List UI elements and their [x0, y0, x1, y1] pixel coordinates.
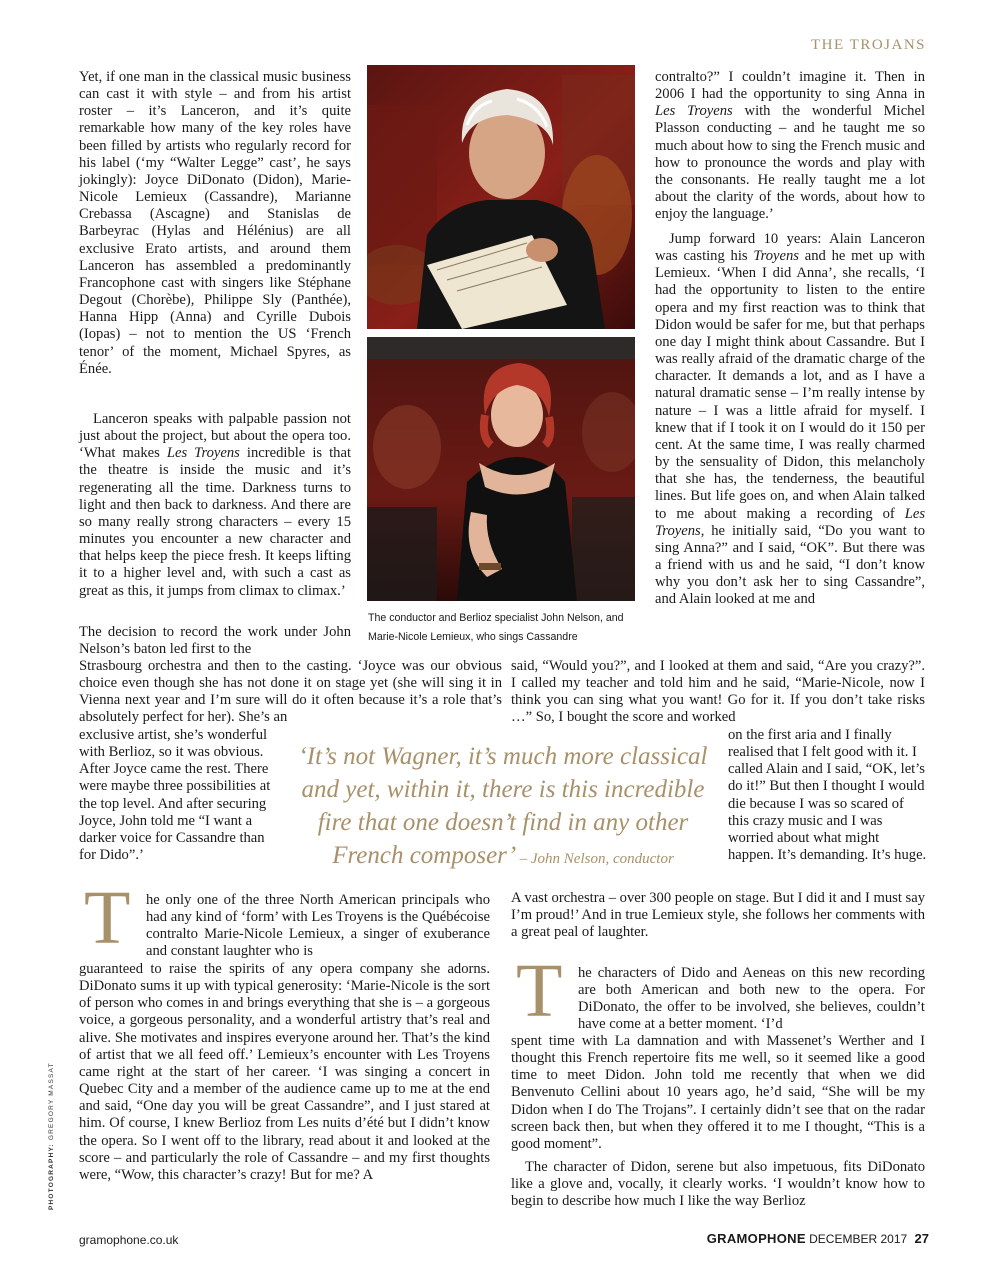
photo-singer [367, 337, 635, 601]
pull-quote-text: ‘It’s not Wagner, it’s much more classical and yet, within it, there is this incredible fire that one doesn’t find in any other French composer’ [298, 743, 708, 869]
col1-para-2: Lanceron speaks with palpable passion not just about the project, but about the opera too. ‘What makes Les Troyens incredible is that the theatre is inside the music and it’s regenerating all the time. Darkness turns to light and then back to darkness. And there are so many really strong characters – every 15 minutes you encounter a new character and that helps keep the piece fresh. It keeps lifting it to a higher level and, with such a cast as great as this, it jumps from climax to climax.’ [79, 411, 351, 599]
col3-para-1: contralto?” I couldn’t imagine it. Then in 2006 I had the opportunity to sing Anna in Les Troyens with the wonderful Michel Plasson conducting – and he taught me so much about how to sing the French music and how to pronounce the words and play with the consonants. He really taught me a lot about the clarity of the words, about how to enjoy the language.’ [655, 69, 925, 223]
footer-date: DECEMBER 2017 [809, 1232, 908, 1246]
col1-para-1: Yet, if one man in the classical music business can cast it with style – and from his artist roster – it’s Lanceron, and it’s quite remarkable how many of the key roles have been filled by artists who regularly record for his label (‘my “Walter Legge” cast’, he says jokingly): Joyce DiDonato (Didon), Marie-Nicole Lemieux (Cassandre), Marianne Crebassa (Ascagne) and Stanislas de Barbeyrac (Hylas and Hélénius) are all exclusive Erato artists, and around them Lanceron has assembled a predominantly Francophone cast with singers like Stéphane Degout (Chorèbe), Philippe Sly (Panthée), Hanna Hipp (Anna) and Cyrille Dubois (Iopas) – not to mention the US ‘French tenor’ of the moment, Michael Spyres, as Énée. [79, 69, 351, 377]
running-head: THE TROJANS [811, 37, 926, 53]
section3-indented: he characters of Dido and Aeneas on this new recording are both American and both new to the opera. For DiDonato, the offer to be involved, she believes, couldn’t have come at a better moment. ‘I’d [578, 965, 925, 1033]
section3-last: The character of Didon, serene but also impetuous, fits DiDonato like a glove and, vocally, it clearly works. ‘I wouldn’t know how to begin to describe how much I like the way Berlioz [511, 1159, 925, 1210]
pull-quote-attribution: – John Nelson, conductor [519, 851, 674, 867]
conductor-image [367, 65, 635, 329]
footer-magazine: GRAMOPHONE [706, 1231, 806, 1246]
drop-cap-left: T [84, 876, 131, 960]
left-narrow-paragraph: exclusive artist, she’s wonderful with Berlioz, so it was obvious. After Joyce came the rest. There were maybe three possibilities at the top level. And after securing Joyce, John told me “I want a darker voice for Cassandre than for Dido”.’ [79, 727, 271, 864]
page-number: 27 [914, 1231, 929, 1246]
pull-quote [287, 740, 719, 876]
drop-cap-right: T [516, 949, 563, 1033]
photo-caption: The conductor and Berlioz specialist John Nelson, and Marie-Nicole Lemieux, who sings Cassandre [368, 612, 624, 643]
section2-body: guaranteed to raise the spirits of any opera company she adorns. DiDonato sums it up with typical generosity: ‘Marie-Nicole is the sort of person who comes in and brings everything that she is – a gorgeous voice, a gorgeous personality, and a wonderful artistry that’s real and alive. She motivates and inspires everyone around her. That’s the kind of artist that we all feed off.’ Lemieux’s encounter with Les Troyens came right at the start of her career. ‘I was singing a concert in Quebec City and a member of the audience came up to me at the end and said, “One day you will be great Cassandre”, and I just stared at him. Of course, I knew Berlioz from Les nuits d’été but I didn’t know the opera. So I went off to the library, read about it and looked at the score – and particularly the role of Cassandre – and my first thoughts were, “Wow, this character’s crazy! But for me? A [79, 961, 490, 1183]
col3-para-2: Jump forward 10 years: Alain Lanceron was casting his Troyens and he met up with Lemieux. ‘When I did Anna’, she recalls, ‘I had the opportunity to listen to the entire opera and my first reaction was to think that Didon would be safer for me, but that perhaps one day I might think about Cassandre. But I was really afraid of the dramatic charge of the character. It demands a lot, and as I have a natural dramatic sense – I’m really intense by nature – I was a little afraid for myself. I knew that if I took it on I would do it 150 per cent. At the same time, I was really charmed by the sensuality of Didon, this melancholy that she has, the tenderness, the beautiful lines. But life goes on, and when Alain talked to me about making a recording of Les Troyens, he initially said, “Do you want to sing Anna?” and I said, “OK”. But there was a friend with us and he said, “I don’t know why you don’t ask her to sing Cassandre”, and Alain looked at me and [655, 231, 925, 608]
right-after-paragraph: A vast orchestra – over 300 people on stage. But I did it and I must say I’m proud!’ And in true Lemieux style, she follows her comments with a great peal of laughter. [511, 890, 925, 941]
mid-wide-paragraph: said, “Would you?”, and I looked at them and said, “Are you crazy?”. I called my teacher and told him and he said, “Marie-Nicole, now I think you can sing what you want! Go for it. If you don’t take risks …” So, I bought the score and worked [511, 658, 925, 726]
wide-paragraph: Strasbourg orchestra and then to the casting. ‘Joyce was our obvious choice even though she has not done it on stage yet (she will sing it in Vienna next year and I’m sure will do it often because it’s a role that’s absolutely perfect for her). She’s an [79, 658, 502, 726]
section2-indented: he only one of the three North American principals who had any kind of ‘form’ with Les Troyens is the Québécoise contralto Marie-Nicole Lemieux, a singer of exuberance and constant laughter who is [146, 892, 490, 960]
singer-image [367, 337, 635, 601]
photo-conductor [367, 65, 635, 329]
photo-credit: PHOTOGRAPHY: GREGORY MASSAT [48, 1062, 55, 1210]
right-narrow-paragraph: on the first aria and I finally realised that I felt good with it. I called Alain and I said, “OK, let’s do it!” But then I thought I would die because I was so scared of this crazy music and I was worried about what might happen. It’s demanding. It’s huge. [728, 727, 927, 864]
col1-para-3: The decision to record the work under John Nelson’s baton led first to the [79, 624, 351, 658]
footer-folio [707, 1231, 929, 1246]
footer-url: gramophone.co.uk [79, 1233, 179, 1247]
section3-body: spent time with La damnation and with Massenet’s Werther and I thought this French repertoire fits me well, so it seemed like a good time to meet Didon. John told me recently that when we did Benvenuto Cellini about 10 years ago, he’d said, “She will be my Didon when I do The Trojans”. I certainly didn’t see that on the radar screen back then, but when they offered it to me I thought, “This is a good moment”. [511, 1033, 925, 1152]
